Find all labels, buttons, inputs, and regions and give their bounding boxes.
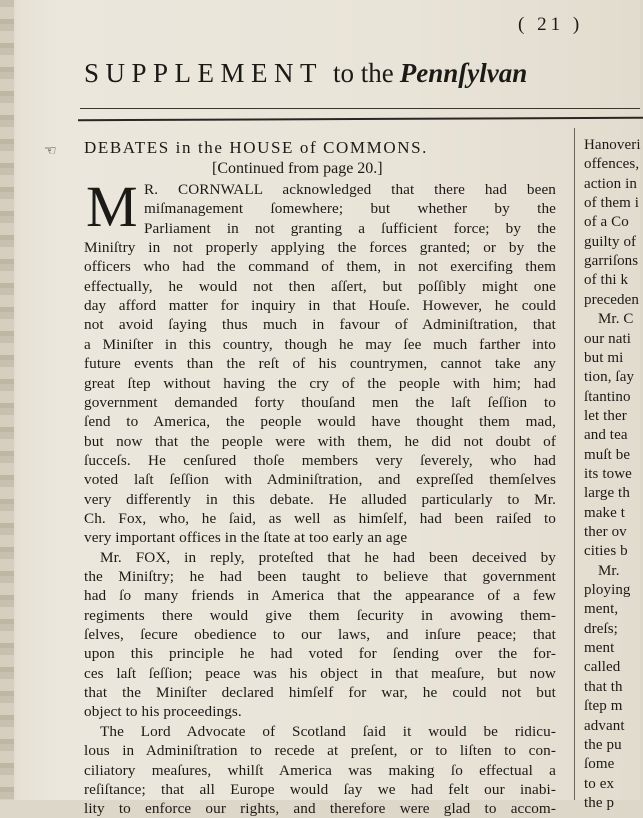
adjacent-column-line: that th	[584, 678, 623, 695]
adjacent-column-line: large th	[584, 485, 630, 502]
article-line: officers who had the command of them, in not exercifing them	[84, 258, 556, 276]
masthead-rule-thick	[78, 117, 643, 121]
adjacent-column-line: muſt be	[584, 446, 631, 463]
adjacent-column-line: of them i	[584, 195, 640, 212]
article-line: had ſo many friends in America that the appearance of a few	[84, 587, 556, 605]
adjacent-column-line: of thi k	[584, 272, 629, 289]
adjacent-column-line: garriſons	[584, 253, 639, 270]
pointing-hand-icon: ☜	[44, 143, 57, 159]
adjacent-column-line: dreſs;	[584, 620, 618, 637]
article-line: the Miniſtry; he had been taught to believe that government	[84, 568, 556, 585]
adjacent-column-line: the pu	[584, 736, 622, 753]
adjacent-column-line: offences,	[584, 156, 640, 173]
adjacent-column-line: the p	[584, 794, 615, 811]
masthead	[84, 58, 527, 89]
adjacent-column-line: of a Co	[584, 214, 629, 231]
adjacent-column-line: ment,	[584, 601, 619, 618]
article-line: Miniſtry in not properly applying the forces granted; or by the	[84, 239, 556, 257]
torn-paper-edge	[0, 0, 14, 800]
article-line: great ſtep without having the cry of the people with him; had	[84, 374, 556, 392]
adjacent-column-line: let ther	[584, 407, 627, 424]
adjacent-column-line: preceden	[584, 291, 639, 308]
masthead-to-the: to the	[333, 58, 394, 88]
article-line: regiments there would give them ſecurity in avowing them-	[84, 606, 556, 624]
article-line: lous in Adminiſtration to recede at preſent, or to liſten to con-	[84, 742, 556, 760]
article-line: ſelves, ſecure obedience to our laws, and inſure peace; that	[84, 626, 556, 644]
article-line: Parliament in not granting a ſufficient force; by the	[144, 219, 556, 237]
article-line: R. CORNWALL acknowledged that there had been	[144, 181, 556, 198]
adjacent-column-line: action in	[584, 175, 637, 192]
article-line: voted laſt ſeſſion with Adminiſtration, and expreſſed themſelves	[84, 471, 556, 489]
article-line: ces laſt ſeſſion; peace was his object in that meaſure, but now	[84, 664, 556, 682]
adjacent-column-line: and tea	[584, 427, 628, 444]
adjacent-column-line: guilty of	[584, 233, 637, 250]
adjacent-column-line: ſtep m	[584, 698, 623, 715]
continued-note: [Continued from page 20.]	[212, 160, 383, 177]
adjacent-column-line: called	[584, 659, 621, 676]
adjacent-column-line: Hanoveri	[584, 137, 641, 153]
article-line: Mr. FOX, in reply, proteſted that he had been deceived by	[100, 548, 556, 566]
adjacent-column-line: ploying	[584, 582, 631, 599]
article-line: that the Miniſter declared himſelf for war, he could not but	[84, 684, 556, 702]
drop-cap: M	[86, 174, 138, 239]
article-line: government demanded forty thouſand men the laſt ſeſſion to	[84, 393, 556, 411]
adjacent-column-line: our nati	[584, 330, 632, 347]
article-line: Ch. Fox, who, he ſaid, as well as himſelf, had been raiſed to	[84, 509, 556, 527]
adjacent-column-line: ment	[584, 640, 615, 657]
adjacent-column-line: make t	[584, 504, 626, 521]
article-line: ciliatory meaſures, whilſt America was making ſo effectual a	[84, 761, 556, 779]
article-line: very differently in this debate. He alluded particularly to Mr.	[84, 490, 556, 508]
page-number: ( 21 )	[518, 14, 584, 35]
adjacent-column-line: ſtantino	[584, 388, 631, 405]
article-line: ſend to America, the people would have thought them mad,	[84, 413, 556, 431]
article-line: The Lord Advocate of Scotland ſaid it would be ridicu-	[100, 722, 556, 740]
article-line: but now that the people were with them, he did not doubt of	[84, 432, 556, 450]
article-line: object to his proceedings.	[84, 703, 242, 721]
adjacent-column-line: cities b	[584, 543, 628, 560]
article-line: effectually, he would not then aſſert, but poſſibly might one	[84, 277, 556, 295]
adjacent-column-line: ther ov	[584, 524, 627, 540]
article-line: lity to enforce our rights, and therefore were glad to accom-	[84, 800, 556, 818]
article-line: miſmanagement ſomewhere; but whether by the	[144, 200, 556, 218]
article-line: not avoid ſaying thus much in favour of Adminiſtration, that	[84, 316, 556, 334]
article-line: day afford matter for inquiry in that Houſe. However, he could	[84, 297, 556, 315]
adjacent-column-line: its towe	[584, 465, 632, 482]
article-line: reſiſtance; that all Europe would ſay we had felt our inabi-	[84, 780, 556, 798]
adjacent-column-line: advant	[584, 717, 625, 734]
masthead-paper-name: Pennſylvan	[399, 58, 528, 88]
adjacent-column-line: tion, ſay	[584, 369, 635, 386]
article-line: upon this principle he had voted for ſending over the for-	[84, 645, 556, 663]
adjacent-column-line: ſome	[584, 756, 615, 773]
article-line: very important offices in the ſtate at too early an age	[84, 529, 408, 547]
adjacent-column-line: to ex	[584, 775, 615, 792]
article-line: a Miniſter in this country, though he may ſee much farther into	[84, 335, 556, 353]
adjacent-column-line: Mr.	[598, 562, 620, 579]
article-line: future events than the reſt of his countrymen, cannot take any	[84, 355, 556, 373]
adjacent-column-line: Mr. C	[598, 311, 634, 328]
masthead-supplement: SUPPLEMENT	[84, 58, 324, 88]
column-divider	[574, 128, 575, 800]
adjacent-column-line: but mi	[584, 349, 624, 366]
article-line: ſucceſs. He cenſured thoſe members very ſeverely, who had	[84, 451, 556, 469]
article-heading: DEBATES in the HOUSE of COMMONS.	[84, 138, 428, 157]
masthead-rule-thin	[80, 108, 640, 109]
